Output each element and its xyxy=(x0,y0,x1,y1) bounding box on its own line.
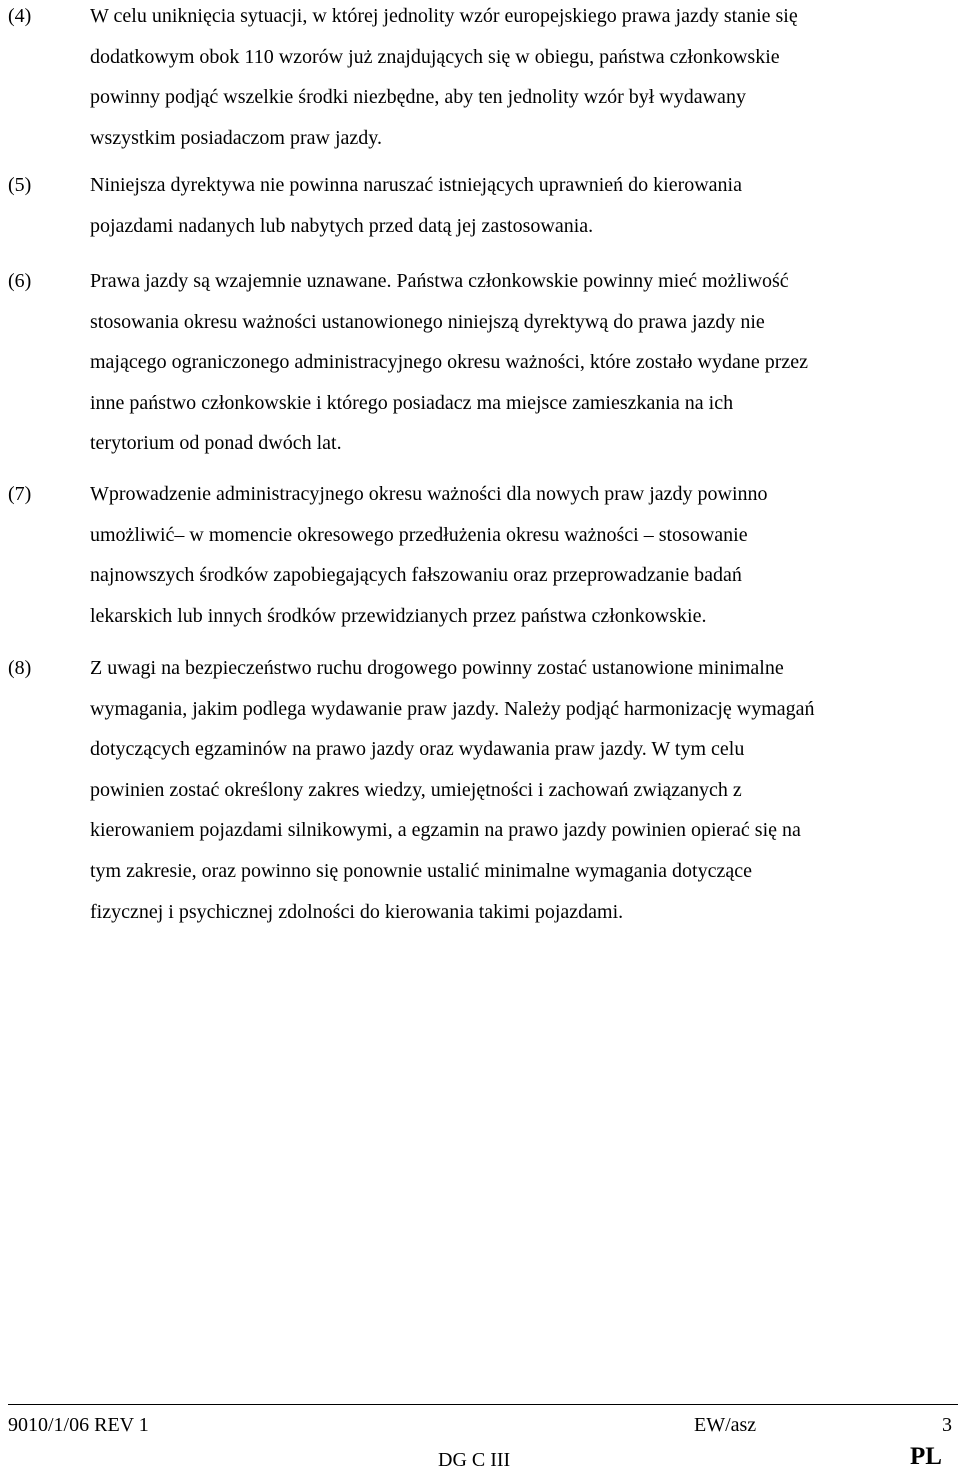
text-line: dodatkowym obok 110 wzorów już znajdujących się w obiegu, państwa członkowskie xyxy=(90,45,780,68)
recital-number: (6) xyxy=(8,270,32,292)
text-line: stosowania okresu ważności ustanowionego niniejszą dyrektywą do prawa jazdy nie xyxy=(90,310,765,333)
recital-text xyxy=(90,648,956,932)
text-line: Prawa jazdy są wzajemnie uznawane. Państwa członkowskie powinny mieć możliwość xyxy=(90,270,789,292)
text-line: Z uwagi na bezpieczeństwo ruchu drogowego powinny zostać ustanowione minimalne xyxy=(90,657,784,679)
recital-7 xyxy=(8,474,956,636)
recital-number: (4) xyxy=(8,5,32,27)
author-initials: EW/asz xyxy=(694,1414,757,1436)
language-code: PL xyxy=(910,1443,942,1470)
footer-divider xyxy=(8,1404,958,1405)
text-line: kierowaniem pojazdami silnikowymi, a egzamin na prawo jazdy powinien opierać się na xyxy=(90,819,801,842)
recital-text xyxy=(90,474,956,636)
text-line: najnowszych środków zapobiegających fałszowaniu oraz przeprowadzanie badań xyxy=(90,564,742,587)
directorate-label: DG C III xyxy=(438,1449,511,1471)
text-line: powinny podjąć wszelkie środki niezbędne, aby ten jednolity wzór był wydawany xyxy=(90,86,746,109)
text-line: powinien zostać określony zakres wiedzy, umiejętności i zachowań związanych z xyxy=(90,778,742,801)
text-line: wymagania, jakim podlega wydawanie praw jazdy. Należy podjąć harmonizację wymagań xyxy=(90,697,815,720)
text-line: wszystkim posiadaczom praw jazdy. xyxy=(90,126,382,149)
text-line: fizycznej i psychicznej zdolności do kierowania takimi pojazdami. xyxy=(90,900,624,923)
recital-number: (8) xyxy=(8,657,32,679)
recital-number: (5) xyxy=(8,174,32,196)
text-line: Niniejsza dyrektywa nie powinna naruszać istniejących uprawnień do kierowania xyxy=(90,174,742,196)
text-line: terytorium od ponad dwóch lat. xyxy=(90,432,342,455)
recital-text xyxy=(90,261,956,464)
text-line: dotyczących egzaminów na prawo jazdy oraz wydawania praw jazdy. W tym celu xyxy=(90,738,745,761)
text-line: mającego ograniczonego administracyjnego okresu ważności, które zostało wydane przez xyxy=(90,351,809,374)
text-line: umożliwić– w momencie okresowego przedłużenia okresu ważności – stosowanie xyxy=(90,523,748,546)
recital-number: (7) xyxy=(8,483,32,505)
text-line: tym zakresie, oraz powinno się ponownie ustalić minimalne wymagania dotyczące xyxy=(90,859,753,882)
text-line: inne państwo członkowskie i którego posiadacz ma miejsce zamieszkania na ich xyxy=(90,391,734,414)
page-number: 3 xyxy=(942,1414,952,1436)
recital-text xyxy=(90,165,956,246)
text-line: W celu uniknięcia sytuacji, w której jednolity wzór europejskiego prawa jazdy stanie się xyxy=(90,5,798,27)
recital-5 xyxy=(8,165,956,246)
text-line: pojazdami nadanych lub nabytych przed datą jej zastosowania. xyxy=(90,214,594,237)
recital-6 xyxy=(8,261,956,464)
recital-text xyxy=(90,0,956,158)
text-line: lekarskich lub innych środków przewidzianych przez państwa członkowskie. xyxy=(90,604,707,627)
document-reference: 9010/1/06 REV 1 xyxy=(8,1414,149,1436)
recital-8 xyxy=(8,648,956,932)
text-line: Wprowadzenie administracyjnego okresu ważności dla nowych praw jazdy powinno xyxy=(90,483,768,505)
recital-4 xyxy=(8,0,956,158)
